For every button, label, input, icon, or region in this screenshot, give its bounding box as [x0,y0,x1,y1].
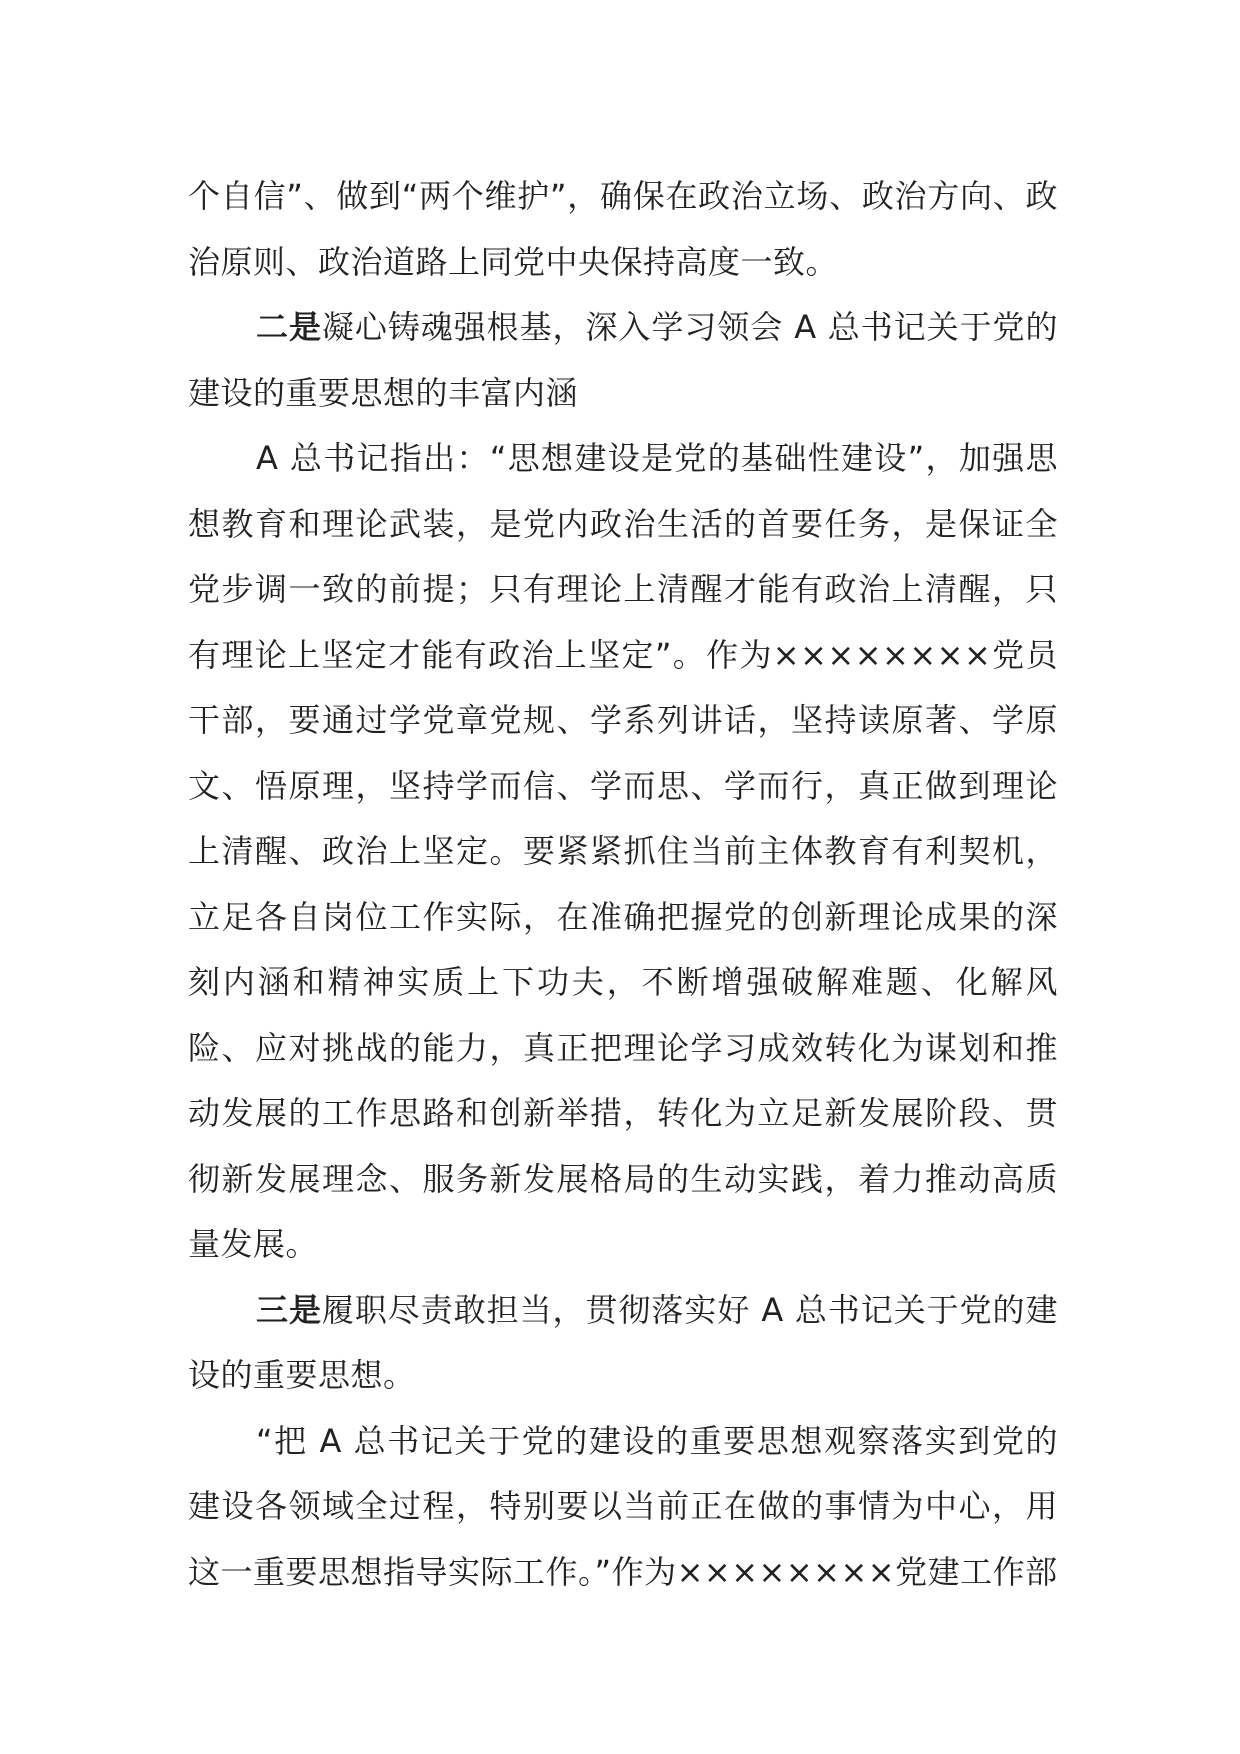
paragraph-lead: 三是 [256,1290,322,1329]
paragraph-text: 凝心铸魂强根基，深入学习领会 A 总书记关于党的建设的重要思想的丰富内涵 [188,308,1058,412]
paragraph-lead: 二是 [256,308,322,346]
paragraph-text: “把 A 总书记关于党的建设的重要思想观察落实到党的建设各领域全过程，特别要以当前正在做的事情为中心，用这一重要思想指导实际工作。”作为××××××××党建工作部 [188,1421,1058,1591]
paragraph-text: 个自信”、做到“两个维护”，确保在政治立场、政治方向、政治原则、政治道路上同党中央保持高度一致。 [188,177,1058,281]
document-body [188,164,1058,1605]
paragraph-continued [188,164,1058,295]
paragraph-body-three [188,1409,1058,1606]
paragraph-point-two [188,295,1058,426]
paragraph-point-three [188,1278,1058,1409]
paragraph-text: A 总书记指出：“思想建设是党的基础性建设”，加强思想教育和理论武装，是党内政治生活的首要任务，是保证全党步调一致的前提；只有理论上清醒才能有政治上清醒，只有理论上坚定才能有政治上坚定”。作为××××××××党员干部，要通过学党章党规、学系列讲话，坚持读原著、学原文、悟原理，坚持学而信、学而思、学而行，真正做到理论上清醒、政治上坚定。要紧紧抓住当前主体教育有利契机，立足各自岗位工作实际，在准确把握党的创新理论成果的深刻内涵和精神实质上下功夫，不断增强破解难题、化解风险、应对挑战的能力，真正把理论学习成效转化为谋划和推动发展的工作思路和创新举措，转化为立足新发展阶段、贯彻新发展理念、服务新发展格局的生动实践，着力推动高质量发展。 [188,439,1058,1263]
paragraph-body-two [188,426,1058,1278]
paragraph-text: 履职尽责敢担当，贯彻落实好 A 总书记关于党的建设的重要思想。 [188,1290,1058,1394]
